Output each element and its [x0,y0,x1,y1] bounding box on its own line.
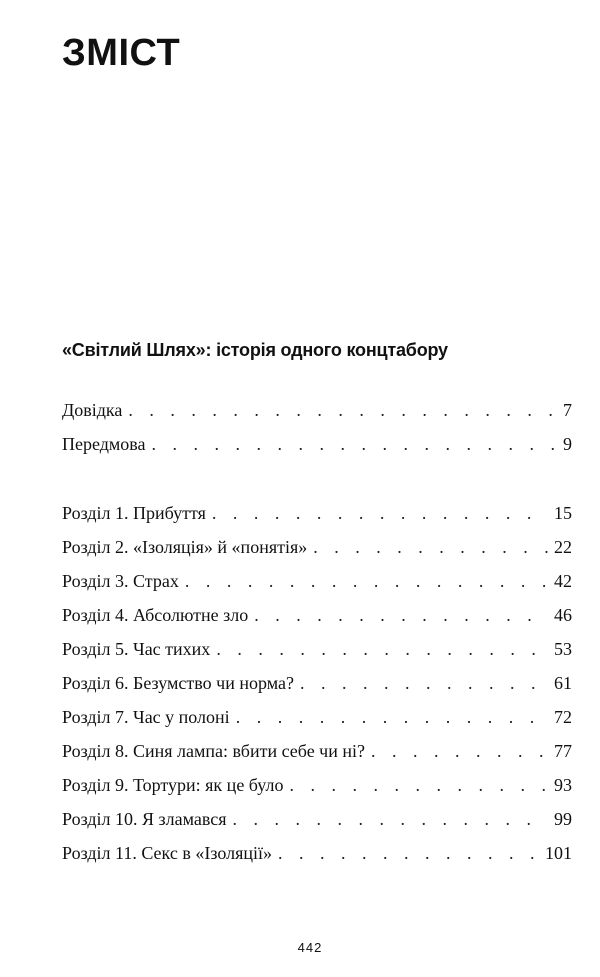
toc-entry-chapter-3 [62,571,572,605]
toc-entry-label: Розділ 4. Абсолютне зло [62,605,249,625]
dot-leader [152,434,557,455]
toc-entry-label: Розділ 3. Страх [62,571,179,591]
toc-entry-page-number: 77 [554,741,572,761]
dot-leader [289,775,548,796]
toc-entry-chapter-10 [62,809,572,843]
toc-entry-page-number: 22 [554,537,572,557]
toc-entry-label: Розділ 10. Я зламався [62,809,227,829]
toc-intro-list [62,400,572,468]
dot-leader [216,639,548,660]
toc-entry-page-number: 53 [554,639,572,659]
toc-entry-chapter-1 [62,503,572,537]
page-number: 442 [297,940,323,955]
toc-entry-page-number: 72 [554,707,572,727]
toc-entry-label: Розділ 5. Час тихих [62,639,211,659]
toc-entry-page-number: 93 [554,775,572,795]
dot-leader [300,673,548,694]
dot-leader [128,400,557,421]
dot-leader [212,503,548,524]
toc-entry-page-number: 46 [554,605,572,625]
toc-chapter-list [62,503,572,877]
toc-entry-chapter-2 [62,537,572,571]
toc-entry-peredmova [62,434,572,468]
toc-entry-chapter-6 [62,673,572,707]
toc-entry-chapter-8 [62,741,572,775]
toc-entry-page-number: 42 [554,571,572,591]
dot-leader [185,571,548,592]
toc-entry-page-number: 99 [554,809,572,829]
book-title: «Світлий Шлях»: історія одного концтабору [62,340,448,360]
toc-entry-chapter-7 [62,707,572,741]
dot-leader [313,537,548,558]
toc-entry-label: Довідка [62,400,123,420]
toc-entry-chapter-4 [62,605,572,639]
toc-entry-label: Передмова [62,434,146,454]
toc-entry-label: Розділ 2. «Ізоляція» й «понятія» [62,537,308,557]
toc-entry-page-number: 101 [545,843,572,863]
toc-entry-label: Розділ 11. Секс в «Ізоляції» [62,843,272,863]
dot-leader [371,741,548,762]
toc-entry-page-number: 61 [554,673,572,693]
toc-entry-chapter-5 [62,639,572,673]
toc-entry-label: Розділ 6. Безумство чи норма? [62,673,294,693]
dot-leader [254,605,548,626]
dot-leader [278,843,539,864]
toc-entry-page-number: 9 [563,434,572,454]
toc-entry-page-number: 7 [563,400,572,420]
toc-entry-chapter-11 [62,843,572,877]
toc-entry-chapter-9 [62,775,572,809]
toc-entry-dovidka [62,400,572,434]
toc-entry-label: Розділ 9. Тортури: як це було [62,775,284,795]
toc-entry-label: Розділ 1. Прибуття [62,503,206,523]
toc-entry-label: Розділ 8. Синя лампа: вбити себе чи ні? [62,741,365,761]
toc-entry-label: Розділ 7. Час у полоні [62,707,230,727]
page-heading: ЗМІСТ [62,32,181,74]
dot-leader [233,809,549,830]
toc-entry-page-number: 15 [554,503,572,523]
dot-leader [236,707,548,728]
